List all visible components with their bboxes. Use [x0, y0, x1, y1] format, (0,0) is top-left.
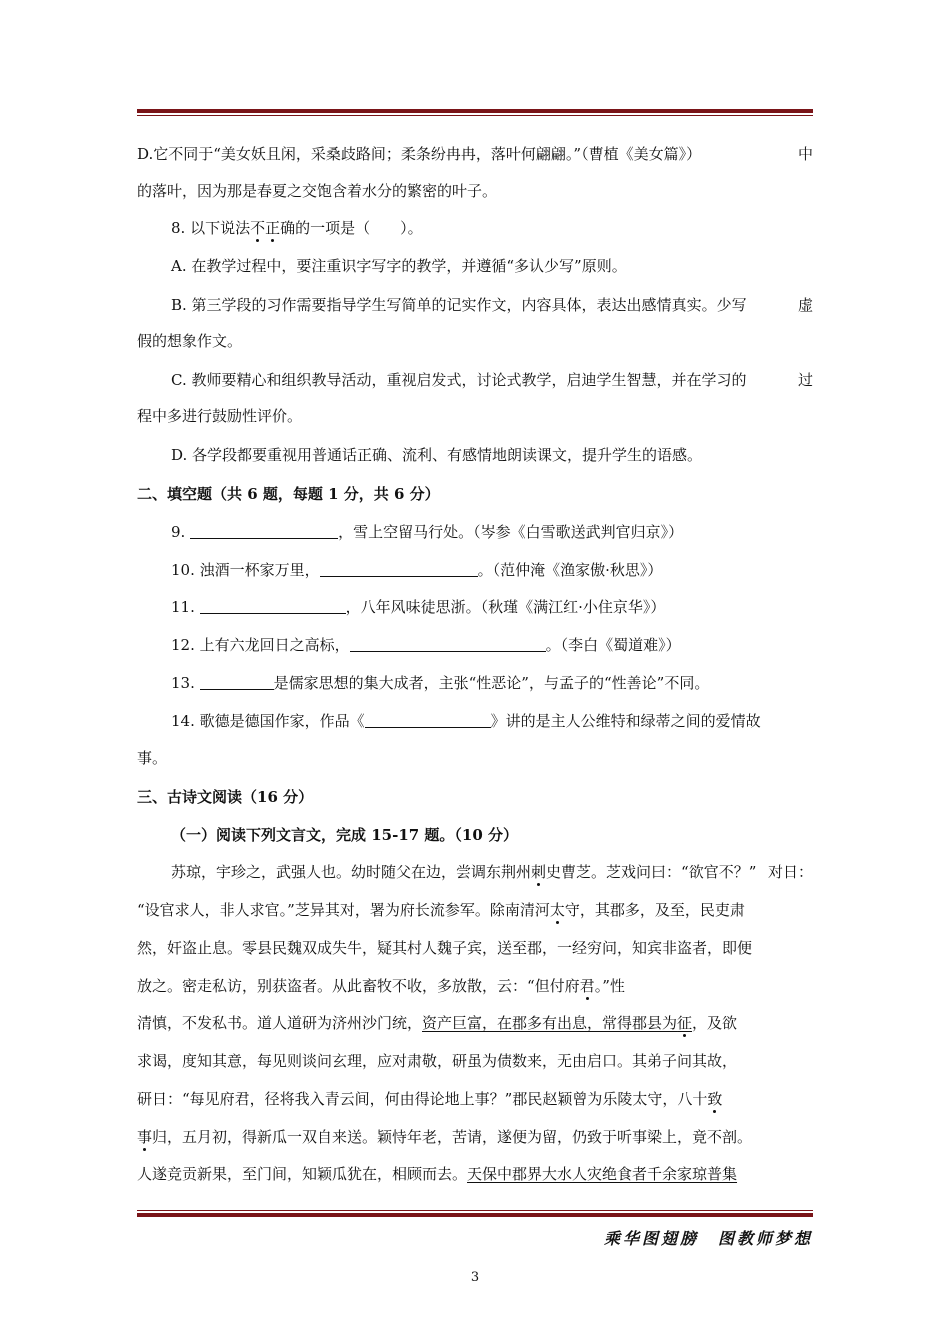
text: D.它不同于“美女妖且闲，采桑歧路间；柔条纷冉冉，落叶何翩翩。”（曹植《美女篇》） [137, 145, 702, 163]
text: C. 教师要精心和组织教导活动，重视启发式，讨论式教学，启迪学生智慧，并在学习的 [171, 371, 747, 389]
text: ，及欲 [692, 1014, 738, 1032]
text: 苏琼，宇珍之，武强人也。幼时随父在边，尝调东荆州 [171, 863, 532, 881]
question-8 [171, 218, 813, 238]
text: 人遂竞贡新果，至门间，知颖瓜犹在，相顾而去。 [137, 1165, 468, 1183]
emphasis-char: 征 [677, 1014, 693, 1032]
text: 。（范仲淹《渔家傲·秋思》） [477, 561, 663, 579]
passage-line9 [137, 1164, 813, 1184]
text: 中 [797, 145, 813, 163]
footer-rule [137, 1210, 813, 1217]
option-8c-line1 [171, 370, 813, 390]
text: 归，五月初，得新瓜一双自来送。颖恃年老，苦请，遂便为留，仍致于听事梁上，竟不剖。 [152, 1128, 753, 1146]
text: 守，其郡多，及至，民吏肃 [564, 901, 745, 919]
answer-blank[interactable] [190, 523, 338, 539]
text: 确 [280, 219, 296, 237]
underlined-text: 天保中郡界大水人灾绝食者千余家琼普集 [467, 1165, 738, 1183]
text: 14. 歌德是德国作家，作品《 [171, 712, 365, 730]
text: 的一项是（ ）。 [295, 219, 423, 237]
question-13 [171, 673, 813, 693]
emphasis-char: 太 [549, 901, 565, 919]
question-12 [171, 635, 813, 655]
footer-slogan: 乘华图翅膀 图教师梦想 [603, 1229, 813, 1248]
option-7d-line2: 的落叶，因为那是春夏之交饱含着水分的繁密的叶子。 [137, 182, 498, 200]
section-3-heading: 三、古诗文阅读（16 分） [137, 788, 314, 806]
text: 。（李白《蜀道难》） [545, 636, 681, 654]
text: 过 [797, 371, 813, 389]
text: 是儒家思想的集大成者，主张“性恶论”，与孟子的“性善论”不同。 [273, 674, 710, 692]
answer-blank[interactable] [365, 712, 491, 728]
option-8d: D. 各学段都要重视用普通话正确、流利、有感情地朗读课文，提升学生的语感。 [171, 446, 703, 464]
passage-line2 [137, 900, 813, 920]
passage-line5 [137, 1013, 813, 1033]
text: 12. 上有六龙回日之高标， [171, 636, 350, 654]
text: 8. 以下说法 [171, 219, 251, 237]
text: 虚 [797, 296, 813, 314]
text: 清慎，不发私书。道人道研为济州沙门统， [137, 1014, 423, 1032]
text: 》讲的是主人公维特和绿蒂之间的爱情故 [490, 712, 761, 730]
option-8c-line2: 程中多进行鼓励性评价。 [137, 407, 303, 425]
option-8b-line2: 假的想象作文。 [137, 332, 243, 350]
text: ，雪上空留马行处。（岑参《白雪歌送武判官归京》） [338, 523, 684, 541]
passage-line8 [137, 1127, 813, 1147]
subsection-1-heading: （一）阅读下列文言文，完成 15-17 题。（10 分） [171, 826, 519, 844]
passage-line3: 然，奸盗止息。零县民魏双成失牛，疑其村人魏子宾，送至郡，一经穷问，知宾非盗者，即便 [137, 939, 753, 957]
option-7d-line1 [137, 144, 813, 164]
text: 11. [171, 598, 195, 616]
section-2-heading: 二、填空题（共 6 题，每题 1 分，共 6 分） [137, 485, 440, 503]
emphasis-char: 正 [265, 219, 281, 237]
emphasis-char: 致 [707, 1090, 723, 1108]
underlined-text: 资产巨富，在郡多有出息，常得郡县为 [422, 1014, 678, 1032]
emphasis-char: 君 [579, 977, 595, 995]
passage-line1 [171, 862, 813, 882]
answer-blank[interactable] [320, 561, 478, 577]
option-8b-line1 [171, 295, 813, 315]
question-11 [171, 597, 813, 617]
page-number: 3 [470, 1270, 480, 1285]
passage-line4 [137, 976, 813, 996]
question-9 [171, 522, 813, 542]
option-8a: A. 在教学过程中，要注重识字写字的教学，并遵循“多认少写”原则。 [171, 257, 627, 275]
emphasis-char: 事 [137, 1128, 153, 1146]
question-10 [171, 560, 813, 580]
text: 研日：“每见府君，径将我入青云间，何由得论地上事？”郡民赵颖曾为乐陵太守，八十 [137, 1090, 708, 1108]
text: 对日： [767, 863, 813, 881]
text: 13. [171, 674, 195, 692]
text: 9. [171, 523, 186, 541]
text: ，八年风味徒思浙。（秋瑾《满江红·小住京华》） [345, 598, 666, 616]
answer-blank[interactable] [350, 636, 546, 652]
text: “设官求人，非人求官。”芝异其对，署为府长流参军。除南清河 [137, 901, 550, 919]
text: B. 第三学段的习作需要指导学生写简单的记实作文，内容具体，表达出感情真实。少写 [171, 296, 747, 314]
text: 史曹芝。芝戏问曰：“欲官不？” [546, 863, 757, 881]
passage-line7 [137, 1089, 813, 1109]
header-rule [137, 109, 813, 116]
text: 10. 浊酒一杯家万里， [171, 561, 320, 579]
question-14-line1 [171, 711, 813, 731]
answer-blank[interactable] [200, 598, 346, 614]
text: 。”性 [594, 977, 625, 995]
answer-blank[interactable] [200, 674, 274, 690]
emphasis-char: 不 [250, 219, 266, 237]
emphasis-char: 刺 [531, 863, 547, 881]
passage-line6: 求谒，度知其意，每见则谈问玄理，应对肃敬，研虽为债数来，无由启口。其弟子问其故， [137, 1052, 738, 1070]
question-14-line2: 事。 [137, 749, 168, 767]
text: 放之。密走私访，别获盗者。从此畜牧不收，多放散，云：“但付府 [137, 977, 580, 995]
